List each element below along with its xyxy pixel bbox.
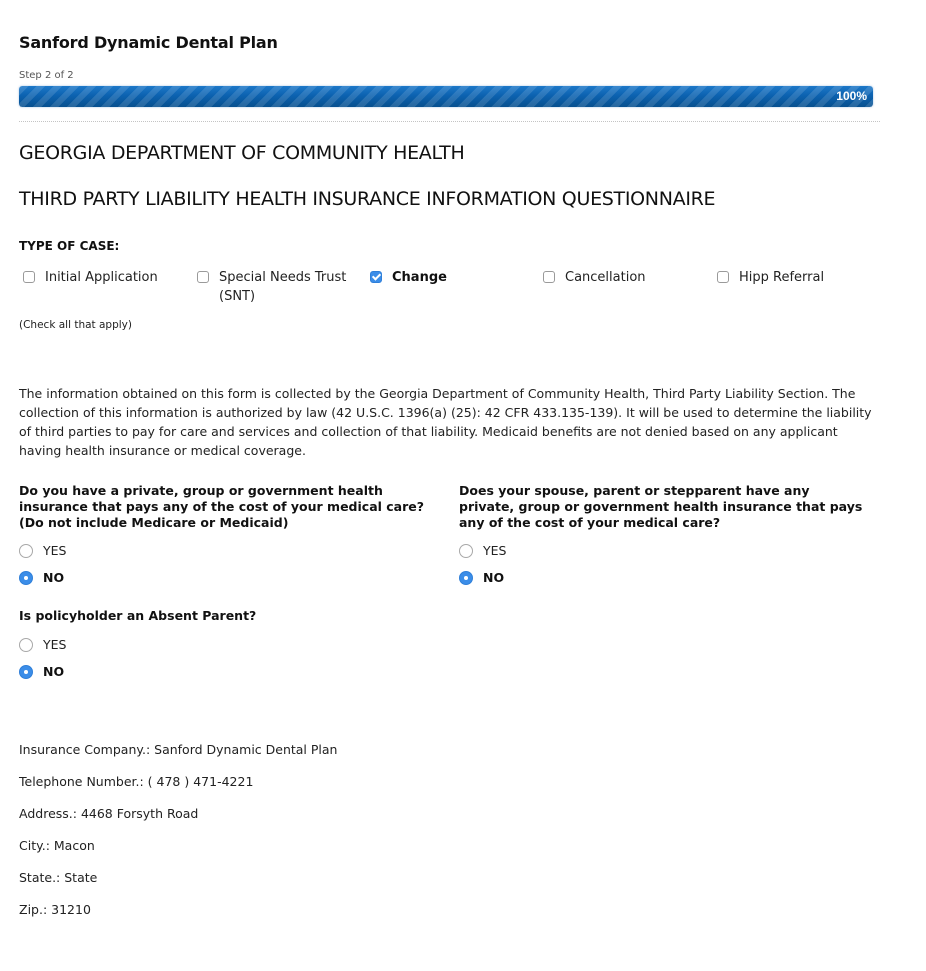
app-title: Sanford Dynamic Dental Plan: [19, 33, 278, 52]
checkbox-label: Hipp Referral: [739, 270, 825, 285]
divider: [19, 121, 880, 122]
radio-label: YES: [43, 637, 67, 652]
address: Address.: 4468 Forsyth Road: [19, 806, 199, 821]
checkbox-checked-icon[interactable]: [370, 271, 382, 283]
question-family-insurance: Does your spouse, parent or stepparent have any private, group or government health insurance that pays any of the cost of your medical care?: [459, 483, 863, 530]
form-title: THIRD PARTY LIABILITY HEALTH INSURANCE INFORMATION QUESTIONNAIRE: [19, 188, 716, 210]
radio-icon[interactable]: [19, 544, 33, 558]
privacy-notice: The information obtained on this form is collected by the Georgia Department of Community Health, Third Party Liability Section. The collection of this information is authorized by law (42 U.S.C. 1396(a) (25): 42 CFR 433.135-139). It will be used to determine the liability of third parties to pay for care and services and collection of that liability. Medicaid benefits are not denied based on any applicant having health insurance or medical coverage.: [19, 386, 872, 458]
radio-absent-parent-yes[interactable]: [19, 637, 66, 652]
radio-selected-icon[interactable]: [19, 571, 33, 585]
checkbox-icon[interactable]: [543, 271, 555, 283]
insurance-company: Insurance Company.: Sanford Dynamic Dental Plan: [19, 742, 338, 757]
radio-label: NO: [43, 664, 65, 679]
checkbox-label: Change: [392, 270, 447, 285]
radio-label: NO: [43, 570, 65, 585]
checkbox-label: Initial Application: [45, 270, 158, 285]
checkbox-change[interactable]: [370, 268, 447, 287]
progress-bar: [19, 86, 873, 107]
radio-icon[interactable]: [459, 544, 473, 558]
zip: Zip.: 31210: [19, 902, 91, 917]
radio-label: YES: [483, 543, 507, 558]
step-indicator: Step 2 of 2: [19, 70, 74, 81]
radio-family-insurance-yes[interactable]: [459, 543, 506, 558]
radio-selected-icon[interactable]: [19, 665, 33, 679]
checkbox-icon[interactable]: [717, 271, 729, 283]
type-of-case-label: TYPE OF CASE:: [19, 239, 120, 253]
radio-absent-parent-no[interactable]: [19, 664, 64, 679]
state: State.: State: [19, 870, 98, 885]
telephone-number: Telephone Number.: ( 478 ) 471-4221: [19, 774, 254, 789]
question-own-insurance: Do you have a private, group or government health insurance that pays any of the cost of your medical care? (Do not include Medicare or Medicaid): [19, 483, 424, 530]
progress-fill: [19, 86, 873, 107]
radio-label: NO: [483, 570, 505, 585]
radio-selected-icon[interactable]: [459, 571, 473, 585]
department-title: GEORGIA DEPARTMENT OF COMMUNITY HEALTH: [19, 142, 465, 164]
radio-own-insurance-no[interactable]: [19, 570, 64, 585]
radio-icon[interactable]: [19, 638, 33, 652]
checkbox-hipp-referral[interactable]: [717, 268, 824, 287]
radio-label: YES: [43, 543, 67, 558]
check-all-hint: (Check all that apply): [19, 319, 132, 331]
checkbox-label: Cancellation: [565, 270, 646, 285]
checkbox-initial-application[interactable]: [23, 268, 158, 287]
radio-own-insurance-yes[interactable]: [19, 543, 66, 558]
radio-family-insurance-no[interactable]: [459, 570, 504, 585]
checkbox-icon[interactable]: [23, 271, 35, 283]
progress-percent: 100%: [836, 89, 867, 103]
checkbox-cancellation[interactable]: [543, 268, 646, 287]
checkbox-icon[interactable]: [197, 271, 209, 283]
question-absent-parent: Is policyholder an Absent Parent?: [19, 608, 257, 623]
city: City.: Macon: [19, 838, 95, 853]
checkbox-special-needs-trust[interactable]: [197, 268, 357, 306]
checkbox-label: Special Needs Trust (SNT): [219, 270, 347, 304]
